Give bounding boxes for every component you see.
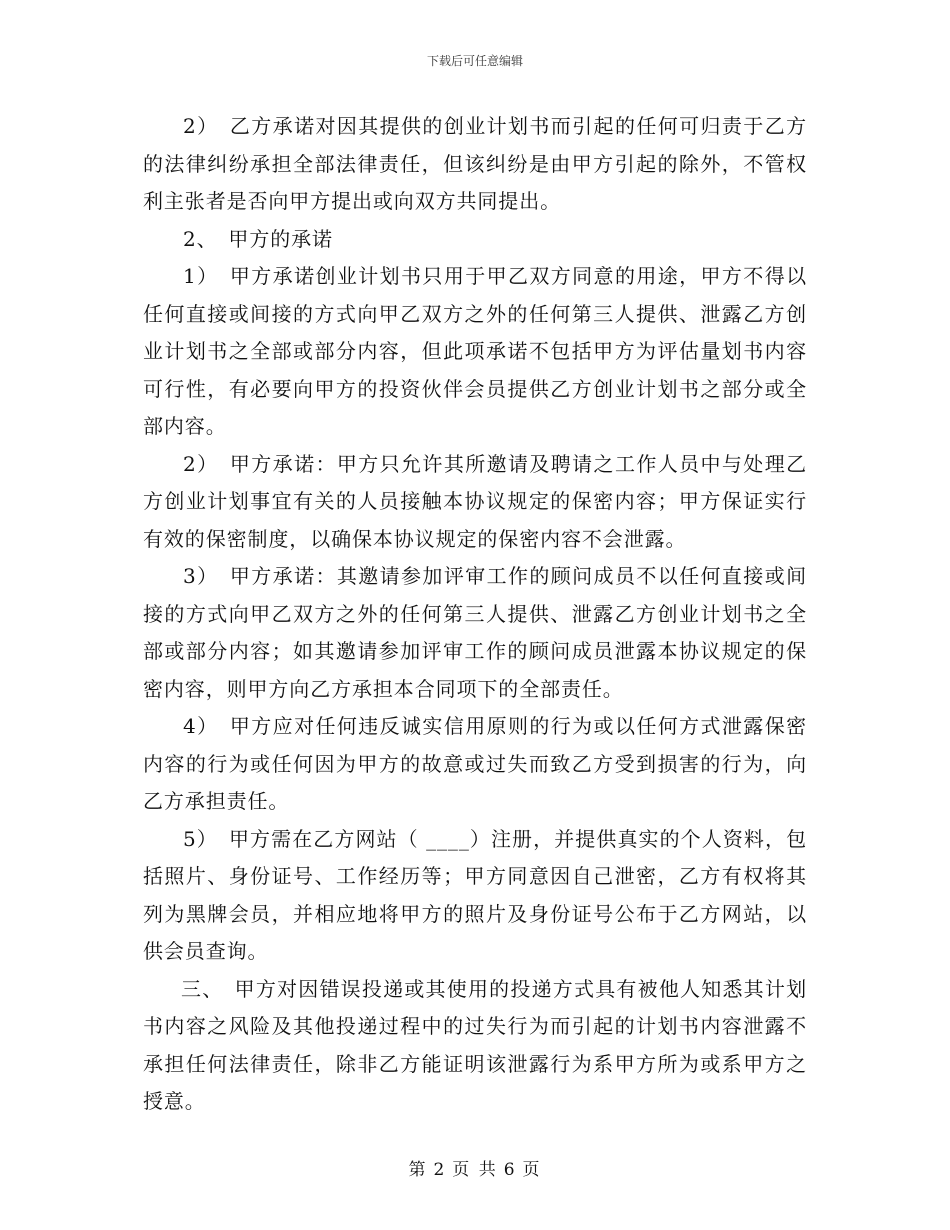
page-label-mid: 页 共 (452, 1160, 498, 1180)
paragraph-party-a-commitment-2: 2） 甲方承诺：甲方只允许其所邀请及聘请之工作人员中与处理乙方创业计划事宜有关的人员接触本协议规定的保密内容；甲方保证实行有效的保密制度，以确保本协议规定的保密内容不会泄露。 (143, 451, 807, 551)
section-heading-party-a-commitments: 2、 甲方的承诺 (183, 226, 333, 251)
current-page-number: 2 (433, 1160, 447, 1180)
paragraph-party-b-commitment-2: 2） 乙方承诺对因其提供的创业计划书而引起的任何可归责于乙方的法律纠纷承担全部法律责任，但该纠纷是由甲方引起的除外，不管权利主张者是否向甲方提出或向双方共同提出。 (143, 114, 807, 213)
page-label-prefix: 第 (408, 1160, 428, 1180)
total-pages-number: 6 (503, 1160, 517, 1180)
page-footer (0, 1155, 950, 1180)
paragraph-party-a-commitment-4: 4） 甲方应对任何违反诚实信用原则的行为或以任何方式泄露保密内容的行为或任何因为甲方的故意或过失而致乙方受到损害的行为，向乙方承担责任。 (143, 714, 807, 813)
page-header: 下载后可任意编辑 (426, 54, 523, 68)
paragraph-party-a-commitment-5: 5） 甲方需在乙方网站（ ____）注册，并提供真实的个人资料，包括照片、身份证号、工作经历等；甲方同意因自己泄密，乙方有权将其列为黑牌会员，并相应地将甲方的照片及身份证号公布于乙方网站，以供会员查询。 (143, 826, 807, 963)
document-body (143, 108, 807, 1121)
page-label-suffix: 页 (522, 1160, 542, 1180)
paragraph-party-a-commitment-3: 3） 甲方承诺：其邀请参加评审工作的顾问成员不以任何直接或间接的方式向甲乙双方之外的任何第三人提供、泄露乙方创业计划书之全部或部分内容；如其邀请参加评审工作的顾问成员泄露本协议规定的保密内容，则甲方向乙方承担本合同项下的全部责任。 (143, 564, 807, 701)
paragraph-section-three: 三、 甲方对因错误投递或其使用的投递方式具有被他人知悉其计划书内容之风险及其他投递过程中的过失行为而引起的计划书内容泄露不承担任何法律责任，除非乙方能证明该泄露行为系甲方所为或系甲方之授意。 (143, 976, 807, 1113)
paragraph-party-a-commitment-1: 1） 甲方承诺创业计划书只用于甲乙双方同意的用途，甲方不得以任何直接或间接的方式向甲乙双方之外的任何第三人提供、泄露乙方创业计划书之全部或部分内容，但此项承诺不包括甲方为评估量划书内容可行性，有必要向甲方的投资伙伴会员提供乙方创业计划书之部分或全部内容。 (143, 264, 807, 438)
